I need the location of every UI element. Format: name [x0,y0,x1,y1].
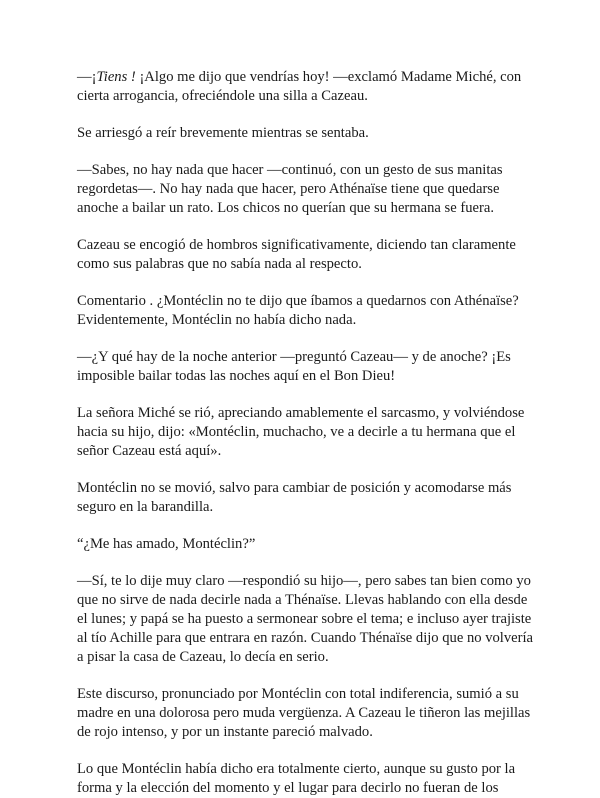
paragraph-6: —¿Y qué hay de la noche anterior —preguntó Cazeau— y de anoche? ¡Es imposible bailar todas las noches aquí en el Bon Dieu! [77,349,511,384]
paragraph-12: Lo que Montéclin había dicho era totalmente cierto, aunque su gusto por la forma y la elección del momento y el lugar para decirlo no fueran de los [77,761,516,796]
paragraph-1 [77,68,537,106]
paragraph-1-rest: ¡Algo me dijo que vendrías hoy! —exclamó Madame Miché, con cierta arrogancia, ofreciéndole una silla a Cazeau. [77,69,522,104]
paragraph-2: Se arriesgó a reír brevemente mientras se sentaba. [77,125,369,141]
paragraph-1-lead: —¡ [77,69,97,85]
paragraph-11: Este discurso, pronunciado por Montéclin con total indiferencia, sumió a su madre en una dolorosa pero muda vergüenza. A Cazeau le tiñeron las mejillas de rojo intenso, y por un instante pareció malvado. [77,686,531,740]
paragraph-8: Montéclin no se movió, salvo para cambiar de posición y acomodarse más seguro en la barandilla. [77,480,512,515]
paragraph-1-italic: Tiens ! [96,69,136,85]
document-page [77,68,537,798]
paragraph-5: Comentario . ¿Montéclin no te dijo que íbamos a quedarnos con Athénaïse? Evidentemente, Montéclin no había dicho nada. [77,293,519,328]
paragraph-4: Cazeau se encogió de hombros significativamente, diciendo tan claramente como sus palabras que no sabía nada al respecto. [77,237,516,272]
paragraph-9: “¿Me has amado, Montéclin?” [77,536,256,552]
paragraph-10: —Sí, te lo dije muy claro —respondió su hijo—, pero sabes tan bien como yo que no sirve de nada decirle nada a Thénaïse. Llevas hablando con ella desde el lunes; y papá se ha puesto a sermonear sobre el tema; e incluso ayer trajiste al tío Achille para que entrara en razón. Cuando Thénaïse dijo que no volvería a pisar la casa de Cazeau, lo decía en serio. [77,573,534,665]
paragraph-7: La señora Miché se rió, apreciando amablemente el sarcasmo, y volviéndose hacia su hijo, dijo: «Montéclin, muchacho, ve a decirle a tu hermana que el señor Cazeau está aquí». [77,405,525,459]
paragraph-3: —Sabes, no hay nada que hacer —continuó, con un gesto de sus manitas regordetas—. No hay nada que hacer, pero Athénaïse tiene que quedarse anoche a bailar un rato. Los chicos no querían que su hermana se fuera. [77,162,503,216]
